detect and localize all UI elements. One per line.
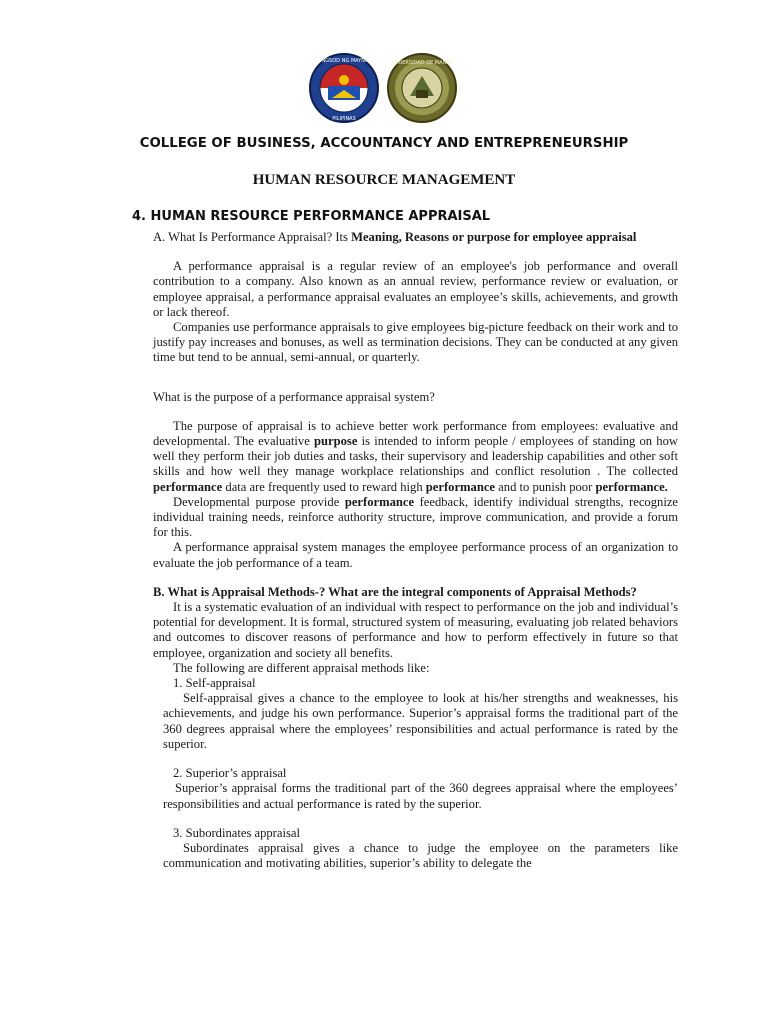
- document-body: [153, 230, 678, 871]
- purpose-question: What is the purpose of a performance appraisal system?: [153, 389, 435, 404]
- seal-text-top: LUNGSOD NG MAYNILA: [315, 58, 373, 64]
- topic-heading: 4. HUMAN RESOURCE PERFORMANCE APPRAISAL: [132, 209, 491, 224]
- paragraph-definition: A performance appraisal is a regular review of an employee's job performance and overall contribution to a company. Also known as an annual review, performance review or evaluation, or employee appraisal, a performance appraisal evaluates an employee’s skills, achievements, and growth or lack thereof.: [153, 259, 678, 319]
- seal-text-bottom: PILIPINAS: [332, 116, 356, 122]
- method-3-text: Subordinates appraisal gives a chance to judge the employee on the parameters like communication and motivating abilities, superior’s ability to delegate the: [163, 840, 678, 871]
- course-heading: HUMAN RESOURCE MANAGEMENT: [252, 172, 516, 188]
- method-1-title: 1. Self-appraisal: [173, 676, 256, 691]
- seal-text-top: UNIBERSIDAD DE MANILA: [389, 60, 455, 66]
- paragraph-methods-intro: The following are different appraisal methods like:: [173, 660, 430, 675]
- paragraph-uses: Companies use performance appraisals to give employees big-picture feedback on their work and to justify pay increases and bonuses, as well as termination decisions. They can be conducted at any given time but tend to be annual, semi-annual, or quarterly.: [153, 320, 678, 365]
- paragraph-methods-definition: It is a systematic evaluation of an individual with respect to performance on the job and individual’s potential for development. It is formal, structured system of measuring, evaluating job related behaviors and outcomes to discover reasons of performance and how to perform effectively in future so that employee, organization and society all benefits.: [153, 600, 678, 660]
- manila-city-seal-logo: [308, 52, 380, 124]
- section-a-question: [153, 230, 678, 245]
- method-3-title: 3. Subordinates appraisal: [173, 825, 300, 840]
- section-b-heading: B. What is Appraisal Methods-? What are the integral components of Appraisal Methods?: [153, 584, 637, 599]
- college-heading: COLLEGE OF BUSINESS, ACCOUNTANCY AND ENTREPRENEURSHIP: [139, 136, 629, 151]
- method-1-text: Self-appraisal gives a chance to the employee to look at his/her strengths and weaknesses, his achievements, and judge his own performance. Superior’s appraisal forms the traditional part of the 360 degrees appraisal where the employees’ responsibilities and actual performance is rated by the superior.: [163, 691, 678, 751]
- university-seal-logo: [386, 52, 458, 124]
- question-text: A. What Is Performance Appraisal? Its: [153, 230, 352, 244]
- paragraph-developmental: Developmental purpose provide performance feedback, identify individual strengths, recognize individual training needs, reinforce authority structure, improve communication, and provide a forum for this.: [153, 494, 678, 540]
- paragraph-system: A performance appraisal system manages the employee performance process of an organization to evaluate the job performance of a team.: [153, 540, 678, 570]
- method-2-text: Superior’s appraisal forms the traditional part of the 360 degrees appraisal where the employees’ responsibilities and actual performance is rated by the superior.: [163, 781, 678, 811]
- method-2-title: 2. Superior’s appraisal: [173, 766, 287, 781]
- question-bold-text: Meaning, Reasons or purpose for employee appraisal: [351, 230, 637, 244]
- paragraph-purpose: The purpose of appraisal is to achieve better work performance from employees: evaluative and developmental. The evaluative purpose is intended to inform people / employees of standing on how well they perform their job duties and tasks, their supervisory and leadership capabilities and other soft skills and how well they manage workplace relationships and conflict resolution . The collected performance data are frequently used to reward high performance and to punish poor performance.: [153, 418, 679, 494]
